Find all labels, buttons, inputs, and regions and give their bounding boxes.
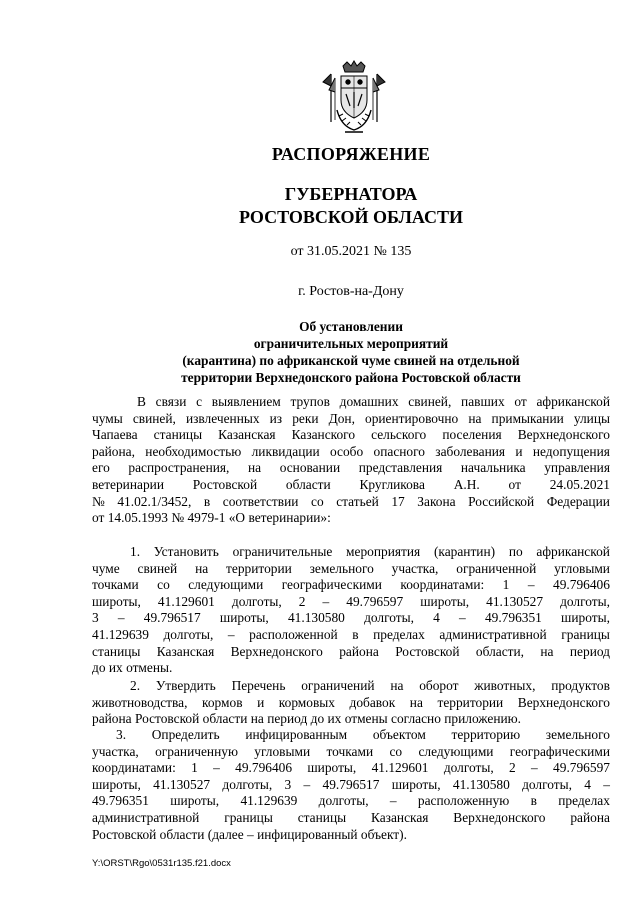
word: Российской (468, 493, 535, 509)
word: области (285, 476, 331, 492)
word: в (530, 793, 537, 809)
file-path-footer: Y:\ORST\Rgo\0531r135.f21.docx (92, 858, 231, 869)
line-text: района Ростовской области на период до их отмены согласно приложению. (92, 711, 522, 727)
word: следующими (188, 577, 264, 593)
body-line (92, 711, 610, 728)
word: 17 (391, 493, 405, 509)
word: Закона (417, 493, 456, 509)
word: – (531, 760, 538, 776)
word: широты, (391, 776, 441, 792)
body-line (92, 394, 610, 411)
word: района (339, 643, 379, 659)
word: 1 (191, 760, 198, 776)
word: по (508, 544, 523, 559)
word: 49.796517 (322, 776, 380, 792)
word: животных, (474, 678, 536, 693)
word: мероприятия (346, 544, 421, 559)
word: улицы (573, 410, 610, 426)
preamble-paragraph (92, 394, 610, 527)
word: угловыми (254, 743, 311, 759)
item-2-paragraph (92, 678, 610, 728)
word: территории (437, 694, 504, 710)
word: Верхнедонского (517, 427, 610, 443)
word: сельского (371, 427, 427, 443)
word: на (390, 678, 404, 693)
word: 41.130580 (452, 776, 510, 792)
word: (карантин) (433, 544, 496, 559)
body-line (92, 510, 610, 527)
body-line (92, 460, 610, 477)
word: домашних (339, 394, 399, 409)
word: долготы, (163, 626, 214, 642)
word: широты, (307, 760, 357, 776)
word: Ростовской (395, 643, 460, 659)
word: пределах (558, 793, 610, 809)
word: широты, (219, 610, 269, 626)
word: со (157, 577, 170, 593)
body-line (92, 777, 610, 794)
document-subject (92, 318, 610, 386)
word: 49.796406 (553, 577, 610, 593)
word: 3. (116, 727, 127, 742)
word: Ростовской (192, 476, 258, 492)
word: станицы (92, 643, 141, 659)
word: Казанская (370, 809, 429, 825)
word: ориентировочно (365, 410, 459, 426)
word: управления (544, 460, 610, 476)
subject-line: территории Верхнедонского района Ростовской области (181, 370, 521, 385)
word: 3 (92, 610, 99, 626)
word: границы (561, 626, 610, 642)
word: 41.129639 (240, 793, 298, 809)
word: 4 (584, 776, 591, 792)
word: долготы, (364, 610, 414, 626)
word: Кругликова (359, 476, 425, 492)
word: начальника (460, 460, 526, 476)
word: на (195, 560, 209, 576)
word: долготы, (560, 593, 610, 609)
word: недопущения (532, 443, 610, 459)
word: – (603, 776, 610, 792)
body-line (92, 644, 610, 661)
word: Чапаева (92, 427, 138, 443)
body-line (92, 494, 610, 511)
word: Верхнедонского (453, 809, 546, 825)
word: 41.129639 (92, 626, 149, 642)
word: в (203, 493, 211, 509)
word: со (389, 743, 403, 759)
line-text: от 14.05.1993 № 4979-1 «О ветеринарии»: (92, 510, 331, 526)
word: Федерации (546, 493, 610, 509)
body-line (92, 744, 610, 761)
word: административной (439, 626, 547, 642)
word: долготы, (443, 760, 494, 776)
word: 41.130527 (486, 593, 544, 609)
word: района, (92, 443, 135, 459)
body-line (92, 594, 610, 611)
word: оборот (419, 678, 459, 693)
word: В (137, 394, 146, 409)
word: на (468, 410, 482, 426)
body-line (92, 444, 610, 461)
word: долготы, (222, 776, 273, 792)
word: – (213, 760, 220, 776)
word: 49.796351 (92, 793, 149, 809)
word: опасного (373, 443, 425, 459)
word: следующими (418, 743, 494, 759)
word: период (569, 643, 610, 659)
word: с (196, 394, 203, 409)
word: широты, (92, 776, 141, 792)
word: пределах (373, 626, 425, 642)
word: свиней (137, 560, 178, 576)
word: 49.796597 (553, 760, 610, 776)
word: от (508, 476, 521, 492)
word: – (389, 793, 397, 809)
word: долготы, (318, 793, 369, 809)
word: представления (358, 460, 443, 476)
issuer-heading-line1: ГУБЕРНАТОРА (284, 184, 418, 204)
word: – (459, 610, 466, 626)
word: административной (92, 809, 200, 825)
word: 41.129601 (371, 760, 429, 776)
body-line (92, 561, 610, 578)
word: особо (330, 443, 364, 459)
body-line (92, 477, 610, 494)
word: на (409, 694, 423, 710)
word: ограничений (301, 678, 375, 693)
word: на (248, 460, 262, 476)
word: кормов (202, 694, 243, 710)
word: Утвердить (155, 678, 216, 693)
word: района (570, 809, 610, 825)
word: области, (475, 643, 525, 659)
word: свиней, (132, 410, 176, 426)
word: – (303, 776, 311, 792)
word: ограничительные (232, 544, 333, 559)
word: африканской (536, 394, 610, 409)
word: 49.796351 (484, 610, 542, 626)
word: Казанская (156, 643, 215, 659)
word: станицы (153, 427, 203, 443)
word: Установить (153, 544, 219, 559)
body-line (92, 610, 610, 627)
item-3-paragraph (92, 727, 610, 843)
word: распространения, (128, 460, 230, 476)
word: ликвидации (251, 443, 320, 459)
subject-line: Об установлении (299, 319, 403, 334)
word: станицы (297, 809, 347, 825)
document-type-heading: РАСПОРЯЖЕНИЕ (271, 144, 431, 164)
word: поселения (442, 427, 502, 443)
word: выявлением (211, 394, 281, 409)
word: географическими (281, 577, 382, 593)
word: 41.02.1/3452, (117, 493, 192, 509)
line-text: до их отмены. (92, 660, 173, 676)
body-line (92, 427, 610, 444)
word: африканской (536, 544, 610, 559)
word: 2 (298, 593, 306, 609)
word: статьей (336, 493, 379, 509)
word: соответствии (222, 493, 299, 509)
coat-of-arms-emblem (321, 60, 387, 136)
word: 41.130527 (153, 776, 211, 792)
word: ветеринарии (92, 476, 164, 492)
word: 2. (130, 678, 141, 693)
word: извлеченных (185, 410, 260, 426)
word: Казанского (291, 427, 356, 443)
issuer-heading-line2: РОСТОВСКОЙ ОБЛАСТИ (239, 207, 463, 227)
word: – (117, 610, 125, 626)
word: 24.05.2021 (549, 476, 610, 492)
word: 49.796597 (346, 593, 404, 609)
issue-city: г. Ростов-на-Дону (298, 284, 404, 299)
word: реки (292, 410, 319, 426)
word: широты, (561, 610, 610, 626)
word: 3 (284, 776, 292, 792)
word: угловыми (554, 560, 610, 576)
body-line (92, 760, 610, 777)
word: долготы, (522, 776, 572, 792)
word: на (540, 643, 554, 659)
body-line (92, 627, 610, 644)
word: 4 (433, 610, 440, 626)
word: координатами: (92, 760, 176, 776)
word: – (227, 626, 235, 642)
word: инфицированным (245, 727, 348, 742)
word: 2 (509, 760, 516, 776)
date-and-number: от 31.05.2021 № 135 (290, 244, 412, 259)
body-line (92, 678, 610, 695)
word: павших (461, 394, 505, 409)
word: 49.796406 (235, 760, 293, 776)
word: географическими (509, 743, 610, 759)
word: А.Н. (453, 476, 480, 492)
word: Верхнедонского (517, 694, 610, 710)
word: территории (226, 560, 292, 576)
word: необходимостью (145, 443, 242, 459)
word: заболевания (435, 443, 506, 459)
word: Дон, (328, 410, 355, 426)
word: 49.796517 (143, 610, 201, 626)
word: Перечень (231, 678, 286, 693)
word: широты, (170, 793, 220, 809)
word: территорию (451, 727, 521, 742)
subject-line: (карантина) по африканской чуме свиней на отдельной (182, 353, 520, 368)
word: – (322, 593, 330, 609)
word: в (352, 626, 359, 642)
item-1-paragraph (92, 544, 610, 677)
body-line (92, 810, 610, 827)
word: добавок (349, 694, 396, 710)
word: Определить (151, 727, 220, 742)
word: долготы, (231, 593, 282, 609)
word: связи (155, 394, 187, 409)
word: Верхнедонского (230, 643, 323, 659)
word: координатами: (400, 577, 485, 593)
word: точками (326, 743, 374, 759)
body-line (92, 660, 610, 677)
word: 41.130580 (287, 610, 345, 626)
body-line (92, 411, 610, 428)
word: 41.129601 (157, 593, 215, 609)
body-line (92, 727, 610, 744)
word: расположенной (249, 626, 338, 642)
body-line (92, 577, 610, 594)
word: примыкании (491, 410, 564, 426)
word: границы (224, 809, 273, 825)
word: 1. (130, 544, 141, 559)
word: свиней, (408, 394, 452, 409)
word: широты, (92, 593, 141, 609)
word: со (311, 493, 324, 509)
word: участка, (391, 560, 439, 576)
word: из (269, 410, 283, 426)
body-line (92, 793, 610, 810)
line-text: Ростовской области (далее – инфицированный объект). (92, 826, 407, 842)
word: объектом (372, 727, 426, 742)
word: точками (92, 577, 139, 593)
word: участка, (92, 743, 139, 759)
body-line (92, 695, 610, 712)
word: трупов (290, 394, 330, 409)
word: и (257, 694, 265, 710)
word: земельного (545, 727, 610, 742)
word: широты, (420, 593, 470, 609)
body-line (92, 544, 610, 561)
word: его (92, 460, 110, 476)
word: чумы (92, 410, 123, 426)
word: расположенную (417, 793, 510, 809)
word: ограниченную (155, 743, 238, 759)
word: основании (279, 460, 341, 476)
word: от (514, 394, 527, 409)
word: чуме (92, 560, 120, 576)
word: № (92, 493, 105, 509)
word: и (515, 443, 523, 459)
word: кормовых (278, 694, 335, 710)
word: 1 (502, 577, 510, 593)
word: животноводства, (92, 694, 188, 710)
word: земельного (309, 560, 374, 576)
word: Казанская (218, 427, 276, 443)
word: – (527, 577, 535, 593)
body-line (92, 827, 610, 844)
word: ограниченной (456, 560, 537, 576)
subject-line: ограничительных мероприятий (253, 336, 449, 351)
word: продуктов (551, 678, 610, 693)
